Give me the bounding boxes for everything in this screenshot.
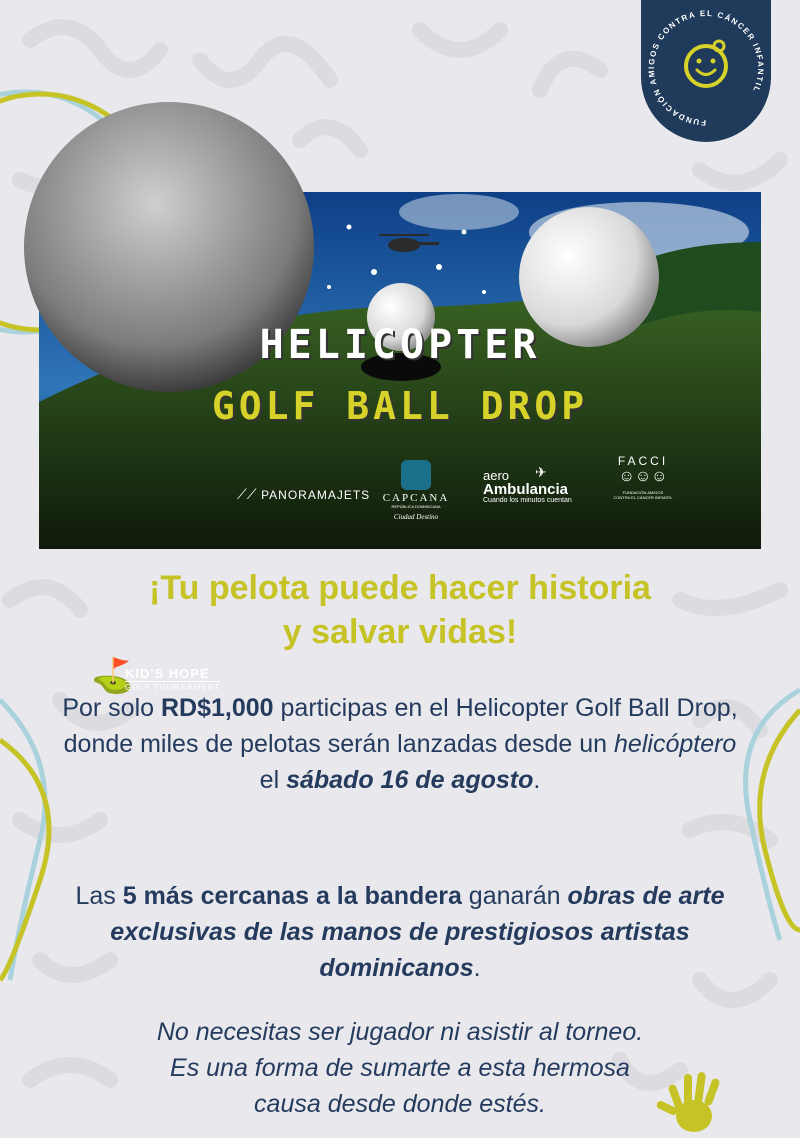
sponsor-kids-hope-sub: GOLF TOURNAMENT [125,683,221,692]
smiley-faces-icon: ☺☺☺ [618,468,668,485]
p2-text-c: . [473,954,481,982]
p3-line1: No necesitas ser jugador ni asistir al torneo. [156,1018,644,1046]
p1-text-c: el [259,766,287,794]
p1-text-a: Por solo [62,694,161,722]
sponsor-aero-sub: Cuando los minutos cuentan [483,497,572,504]
smiley-face-icon [686,41,726,86]
p1-text-b: participas en el Helicopter Golf Ball Drop, donde miles de pelotas serán lanzadas desde un [63,694,738,758]
price: RD$1,000 [160,694,274,722]
sponsor-aero-name: aero [483,468,510,483]
sponsor-panorama-jets-block [237,486,370,504]
handprint-icon [652,1064,732,1138]
p2-text-b: ganarán [461,882,568,910]
p1-text-d: . [533,766,541,794]
sponsor-facci [605,454,681,500]
golfer-icon: ⛳ [91,657,134,695]
sponsor-capcana-sub: REPÚBLICA DOMINICANA [391,504,441,509]
helicopter-word: helicóptero [614,730,737,758]
paragraph-prizes [60,878,740,986]
prize-description: obras de arte exclusivas de las manos de prestigiosos artistas dominicanos [110,882,725,982]
paragraph-participation [60,690,740,798]
sponsor-facci-sub2: CONTRA EL CÁNCER INFANTIL [613,495,673,500]
plane-icon: ✈ [535,464,547,480]
headline-line1: ¡Tu pelota puede hacer historia [149,569,651,607]
sponsor-capcana [381,460,451,521]
headline-line2: y salvar vidas! [282,613,518,651]
sponsor-panorama-name: PANORAMAJETS [261,488,371,502]
sponsor-facci-sub: FUNDACIÓN AMIGOS [622,490,664,495]
hero-title-line2: GOLF BALL DROP [211,384,589,428]
foundation-badge [641,0,771,142]
sponsor-kids-hope-name: KID'S HOPE [125,666,210,681]
event-date: sábado 16 de agosto [286,766,534,794]
sponsor-facci-name: FACCI [617,454,669,468]
svg-text:FUNDACIÓN AMIGOS CONTRA EL CÁN [647,9,765,127]
p3-line2: Es una forma de sumarte a esta hermosa [170,1054,630,1082]
sponsor-capcana-sub2: Ciudad Destino [393,513,439,521]
sponsor-aero-ambulancia [483,464,572,504]
badge-ring-text: FUNDACIÓN AMIGOS CONTRA EL CÁNCER INFANTIL [646,8,766,128]
p3-line3: causa desde donde estés. [254,1090,546,1118]
paragraph-invitation [60,1014,740,1122]
capcana-crest-icon [401,460,431,490]
sponsor-capcana-name: CAPCANA [382,492,450,504]
p2-text-a: Las [75,882,123,910]
hero-title-line1: HELICOPTER [259,322,541,368]
sponsor-aero-name2: Ambulancia [483,481,569,498]
closest-to-flag: 5 más cercanas a la bandera [122,882,462,910]
headline [0,566,800,654]
jet-wing-icon: ⟋⟋ [237,486,257,502]
